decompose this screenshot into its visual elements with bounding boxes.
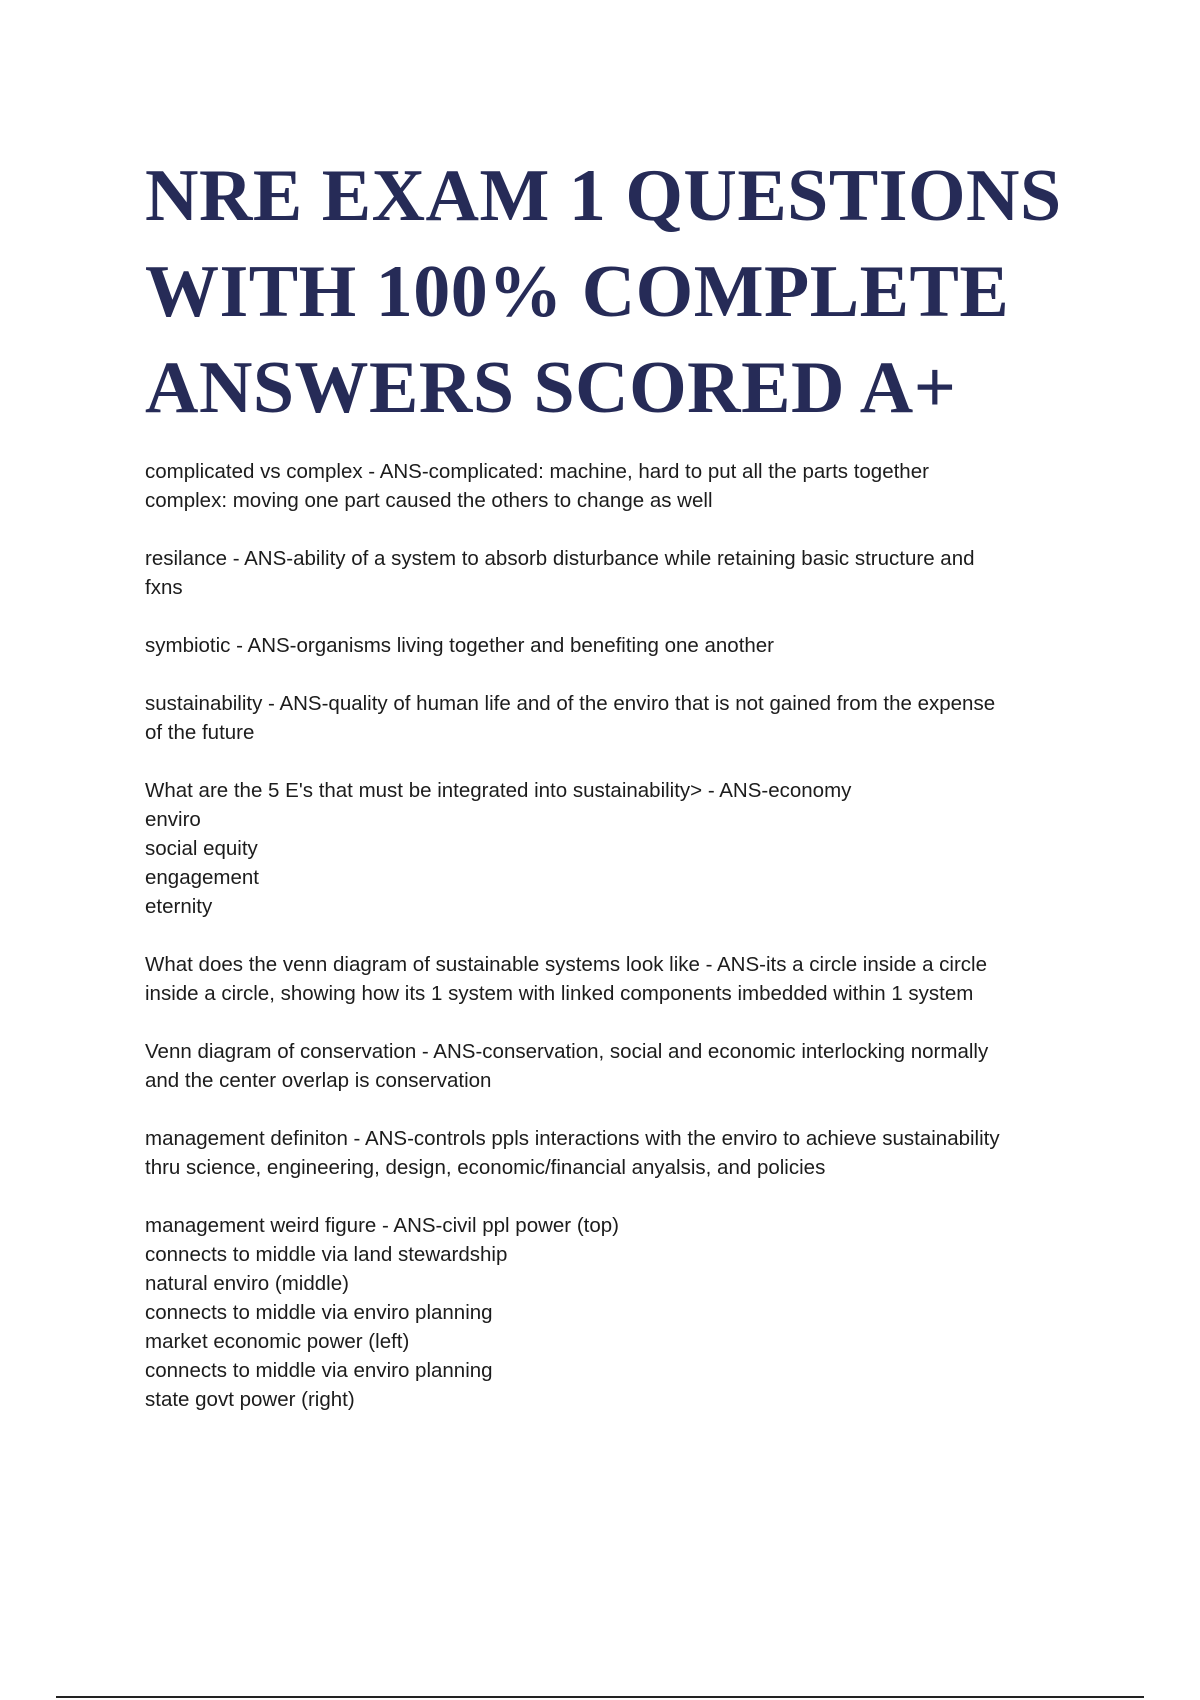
title-line: NRE EXAM 1 QUESTIONS [145,155,1062,237]
entry-line: What are the 5 E's that must be integrated into sustainability> - ANS-economy [145,779,852,802]
entry-line: complex: moving one part caused the others to change as well [145,489,713,512]
entry-line: social equity [145,837,258,860]
entry-line: complicated vs complex - ANS-complicated: machine, hard to put all the parts together [145,460,929,483]
entry-line: market economic power (left) [145,1330,410,1353]
entry-line: What does the venn diagram of sustainable systems look like - ANS-its a circle inside a circle [145,953,988,976]
qa-entry-management-figure [145,1211,1085,1414]
entry-line: of the future [145,721,255,744]
entry-line: thru science, engineering, design, economic/financial anyalsis, and policies [145,1156,826,1179]
entry-line: Venn diagram of conservation - ANS-conservation, social and economic interlocking normally [145,1040,989,1063]
entry-line: resilance - ANS-ability of a system to absorb disturbance while retaining basic structure and [145,547,975,570]
entry-line: natural enviro (middle) [145,1272,349,1295]
qa-list [145,457,1085,1443]
qa-entry-venn-conservation [145,1037,1085,1095]
title-line: ANSWERS SCORED A+ [145,347,957,429]
qa-entry-management-definition [145,1124,1085,1182]
entry-line: sustainability - ANS-quality of human life and of the enviro that is not gained from the expense [145,692,996,715]
title-line: WITH 100% COMPLETE [145,251,1010,333]
entry-line: symbiotic - ANS-organisms living together and benefiting one another [145,634,775,657]
qa-entry-complicated-vs-complex [145,457,1085,515]
entry-line: connects to middle via enviro planning [145,1301,493,1324]
qa-entry-symbiotic [145,631,1085,660]
entry-line: inside a circle, showing how its 1 system with linked components imbedded within 1 system [145,982,974,1005]
document-title [145,148,1145,436]
entry-line: connects to middle via enviro planning [145,1359,493,1382]
qa-entry-venn-sustainable-systems [145,950,1085,1008]
qa-entry-five-es [145,776,1085,921]
entry-line: connects to middle via land stewardship [145,1243,508,1266]
entry-line: fxns [145,576,183,599]
entry-line: enviro [145,808,201,831]
entry-line: engagement [145,866,259,889]
entry-line: management definiton - ANS-controls ppls interactions with the enviro to achieve sustainability [145,1127,1000,1150]
page-bottom-rule [56,1696,1144,1698]
entry-line: state govt power (right) [145,1388,355,1411]
qa-entry-resilance [145,544,1085,602]
qa-entry-sustainability [145,689,1085,747]
entry-line: and the center overlap is conservation [145,1069,492,1092]
entry-line: management weird figure - ANS-civil ppl power (top) [145,1214,619,1237]
entry-line: eternity [145,895,213,918]
